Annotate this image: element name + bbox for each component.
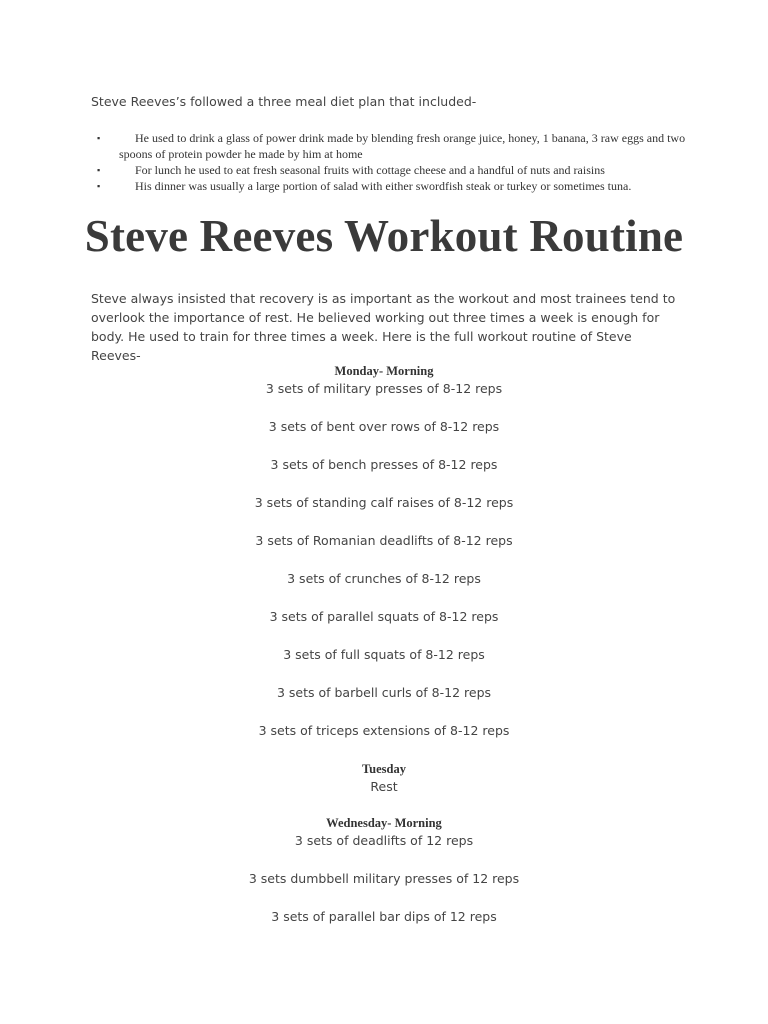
bullet-icon: ▪ bbox=[97, 165, 101, 175]
exercise-item: 3 sets dumbbell military presses of 12 reps bbox=[248, 871, 520, 886]
exercise-item: 3 sets of barbell curls of 8-12 reps bbox=[276, 685, 492, 700]
exercise-item: 3 sets of deadlifts of 12 reps bbox=[294, 833, 474, 848]
diet-list bbox=[91, 130, 691, 194]
diet-item-breakfast: He used to drink a glass of power drink made by blending fresh orange juice, honey, 1 banana, 3 raw eggs and two spoons of protein powder he made by him at home bbox=[119, 131, 686, 161]
exercise-item: 3 sets of standing calf raises of 8-12 reps bbox=[254, 495, 514, 510]
diet-intro: Steve Reeves’s followed a three meal diet plan that included- bbox=[91, 94, 477, 109]
exercise-item: 3 sets of military presses of 8-12 reps bbox=[265, 381, 503, 396]
exercise-item: 3 sets of parallel bar dips of 12 reps bbox=[271, 909, 497, 924]
monday-heading: Monday- Morning bbox=[334, 364, 434, 378]
list-item bbox=[91, 162, 691, 178]
bullet-icon: ▪ bbox=[97, 181, 101, 191]
workout-routine bbox=[0, 362, 768, 946]
tuesday-heading: Tuesday bbox=[361, 762, 406, 776]
page-title: Steve Reeves Workout Routine bbox=[84, 211, 684, 261]
diet-item-lunch: For lunch he used to eat fresh seasonal fruits with cottage cheese and a handful of nuts and raisins bbox=[135, 163, 605, 177]
bullet-icon: ▪ bbox=[97, 133, 101, 143]
exercise-item: 3 sets of bent over rows of 8-12 reps bbox=[268, 419, 500, 434]
lead-paragraph: Steve always insisted that recovery is as important as the workout and most trainees tend to overlook the importance of rest. He believed working out three times a week is enough for body. He used to train for three times a week. Here is the full workout routine of Steve Reeves- bbox=[91, 291, 676, 363]
rest-text: Rest bbox=[370, 779, 398, 794]
exercise-item: 3 sets of full squats of 8-12 reps bbox=[283, 647, 485, 662]
exercise-item: 3 sets of Romanian deadlifts of 8-12 reps bbox=[255, 533, 513, 548]
exercise-item: 3 sets of parallel squats of 8-12 reps bbox=[269, 609, 499, 624]
exercise-item: 3 sets of triceps extensions of 8-12 reps bbox=[258, 723, 510, 738]
wednesday-heading: Wednesday- Morning bbox=[326, 816, 442, 830]
diet-item-dinner: His dinner was usually a large portion of salad with either swordfish steak or turkey or sometimes tuna. bbox=[135, 179, 632, 193]
exercise-item: 3 sets of crunches of 8-12 reps bbox=[287, 571, 481, 586]
exercise-item: 3 sets of bench presses of 8-12 reps bbox=[270, 457, 498, 472]
list-item bbox=[91, 130, 691, 162]
list-item bbox=[91, 178, 691, 194]
